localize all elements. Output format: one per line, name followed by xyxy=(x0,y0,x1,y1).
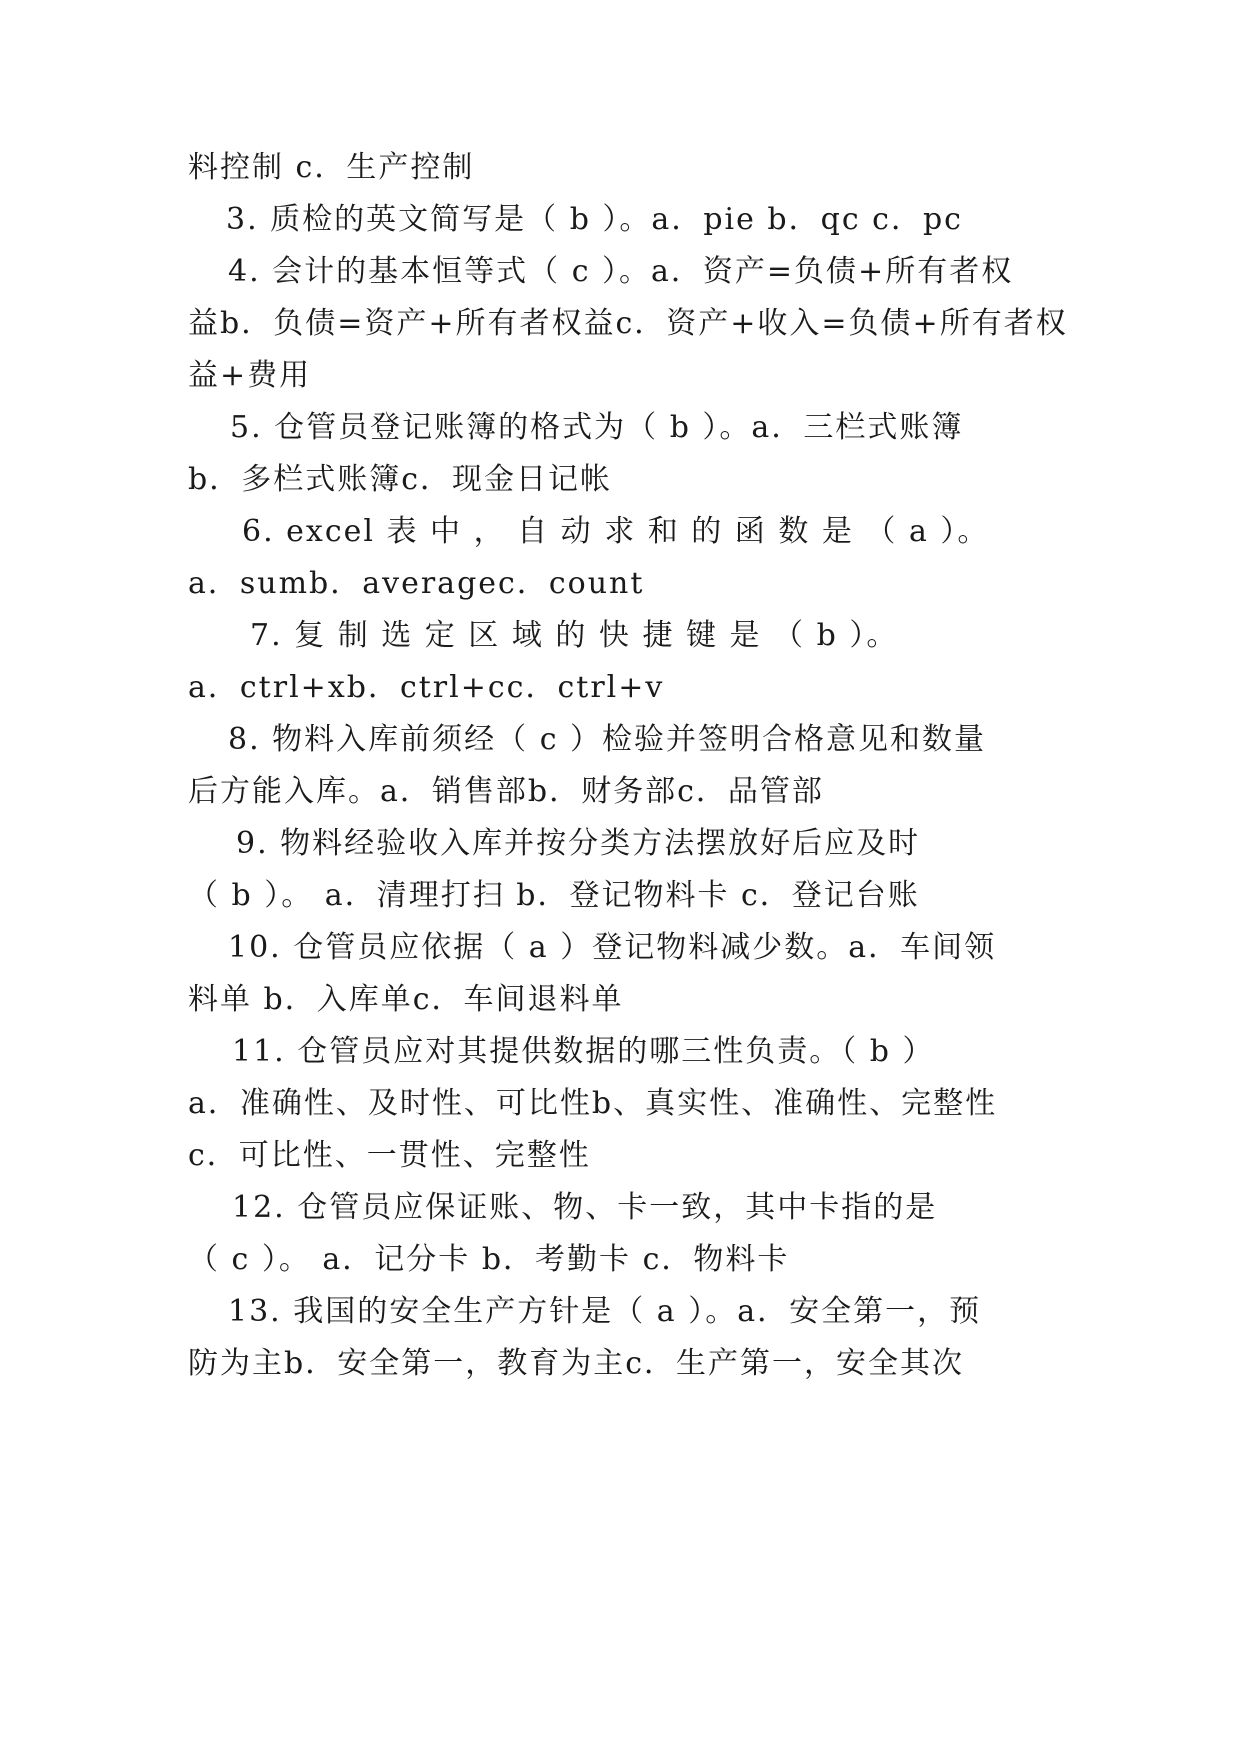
text-line: 料控制 c．生产控制 xyxy=(188,150,475,185)
text-line: 防为主b．安全第一，教育为主c．生产第一，安全其次 xyxy=(188,1346,965,1381)
text-line: a．准确性、及时性、可比性b、真实性、准确性、完整性 xyxy=(188,1086,998,1121)
text-line: 后方能入库。a．销售部b．财务部c．品管部 xyxy=(188,774,824,809)
text-line: c．可比性、一贯性、完整性 xyxy=(188,1138,591,1173)
text-line: b．多栏式账簿c．现金日记帐 xyxy=(188,462,613,497)
text-line: a．sumb．averagec．count xyxy=(188,566,645,601)
text-line: 益+费用 xyxy=(188,358,312,393)
text-line: 益b．负债=资产+所有者权益c．资产+收入=负债+所有者权 xyxy=(188,306,1068,341)
text-line: a．ctrl+xb．ctrl+cc．ctrl+v xyxy=(188,670,665,705)
question-11: 11. 仓管员应对其提供数据的哪三性负责。（ b ） xyxy=(232,1034,935,1069)
question-9: 9. 物料经验收入库并按分类方法摆放好后应及时 xyxy=(236,826,921,861)
question-7: 7. 复 制 选 定 区 域 的 快 捷 键 是 （ b ）。 xyxy=(250,618,899,653)
text-line: 料单 b．入库单c．车间退料单 xyxy=(188,982,624,1017)
question-12: 12. 仓管员应保证账、物、卡一致，其中卡指的是 xyxy=(232,1190,938,1225)
question-13: 13. 我国的安全生产方针是（ a ）。a．安全第一，预 xyxy=(228,1294,982,1329)
question-10: 10. 仓管员应依据（ a ）登记物料减少数。a．车间领 xyxy=(228,930,997,965)
text-line: （ b ）。 a．清理打扫 b．登记物料卡 c．登记台账 xyxy=(188,878,920,913)
question-8: 8. 物料入库前须经（ c ）检验并签明合格意见和数量 xyxy=(228,722,987,757)
question-5: 5. 仓管员登记账簿的格式为（ b ）。a．三栏式账簿 xyxy=(230,410,964,445)
text-line: （ c ）。 a．记分卡 b．考勤卡 c．物料卡 xyxy=(188,1242,790,1277)
question-6: 6. excel 表 中 ， 自 动 求 和 的 函 数 是 （ a ）。 xyxy=(242,514,990,549)
question-4: 4. 会计的基本恒等式（ c ）。a．资产=负债+所有者权 xyxy=(228,254,1014,289)
question-3: 3. 质检的英文简写是（ b ）。a．pie b．qc c．pc xyxy=(226,202,963,237)
